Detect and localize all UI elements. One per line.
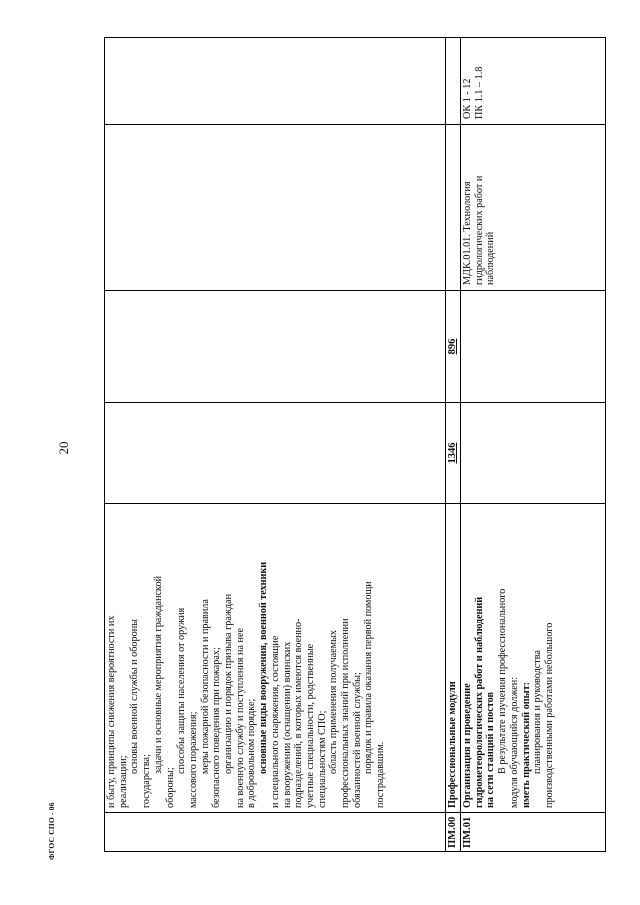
hours-mandatory [446, 291, 461, 403]
hours-total [446, 403, 461, 504]
disciplines-cell [461, 125, 606, 291]
footer-code: ФГОС СПО - 06 [47, 802, 56, 860]
hours-mandatory-value: 896 [447, 338, 458, 355]
competency-line: ОК 1 - 12 [462, 78, 473, 119]
discipline-line: МДК.01.01. Технология [462, 181, 473, 285]
content-line: подразделений, в которых имеются военно- [293, 618, 305, 808]
content-line: основы военной службы и обороны [129, 619, 141, 774]
curriculum-table [104, 37, 606, 852]
content-line: в добровольном порядке; [246, 698, 258, 808]
content-line: гидрометеорологических работ и наблюдений [473, 596, 485, 808]
competency-line: ПК 1.1 – 1.8 [473, 66, 485, 119]
discipline-line: гидрологических работ и [473, 175, 485, 285]
content-line: задачи и основные мероприятия гражданской [152, 575, 164, 774]
curriculum-table-rotated [104, 38, 605, 852]
content-line: способы защиты населения от оружия [176, 607, 188, 774]
disciplines-cell [446, 125, 461, 291]
content-line: основные виды вооружения, военной техники [258, 561, 270, 774]
content-line: пострадавшим. [375, 741, 387, 808]
disciplines-cell [105, 125, 446, 291]
content-line: на вооружении (оснащении) воинских [281, 641, 293, 808]
competencies-cell [446, 38, 461, 125]
content-line: обороны; [164, 767, 176, 808]
content-line: модуля обучающийся должен: [508, 676, 520, 808]
content-line: на сети станций и постов [485, 692, 497, 808]
content-line: планирования и руководства [532, 650, 544, 774]
row-content [105, 504, 446, 813]
content-line: на военную службу и поступления на нее [234, 627, 246, 808]
table-row [105, 38, 446, 852]
competencies-cell [105, 38, 446, 125]
content-line: В результате изучения профессионального [497, 588, 509, 774]
content-line: массового поражения; [187, 711, 199, 808]
content-line: государства; [141, 754, 153, 808]
content-line: производственными работами небольшого [543, 622, 555, 808]
page-number: 20 [56, 441, 71, 455]
table-row [446, 38, 461, 852]
row-code [105, 813, 446, 852]
competencies-cell [461, 38, 606, 125]
content-line: порядок и правила оказания первой помощи [363, 581, 375, 774]
content-line: безопасного поведения при пожарах; [211, 647, 223, 808]
content-line: обязанностей военной службы; [351, 672, 363, 808]
hours-total [461, 403, 606, 504]
content-line: и быту, принципы снижения вероятности их [106, 615, 117, 808]
row-code: ПМ.01 [461, 813, 606, 852]
content-line: специальностям СПО; [316, 710, 328, 808]
section-title: Профессиональные модули [447, 681, 458, 808]
content-line: учетные специальности, родственные [304, 643, 316, 808]
content-line: область применения получаемых [328, 629, 340, 774]
row-content [446, 504, 461, 813]
discipline-line: наблюдений [485, 231, 497, 285]
content-line: реализации; [117, 755, 129, 808]
content-line: иметь практический опыт: [520, 681, 532, 808]
hours-mandatory [105, 291, 446, 403]
content-line: профессиональных знаний при исполнении [340, 618, 352, 808]
row-code: ПМ.00 [446, 813, 461, 852]
hours-mandatory [461, 291, 606, 403]
content-line: меры пожарной безопасности и правила [199, 599, 211, 774]
content-line: организацию и порядок призыва граждан [223, 593, 235, 774]
hours-total [105, 403, 446, 504]
hours-total-value: 1346 [447, 442, 458, 464]
row-content [461, 504, 606, 813]
content-line: Организация и проведение [462, 683, 473, 808]
content-line: и специального снаряжения, состоящие [269, 635, 281, 808]
table-row [461, 38, 606, 852]
